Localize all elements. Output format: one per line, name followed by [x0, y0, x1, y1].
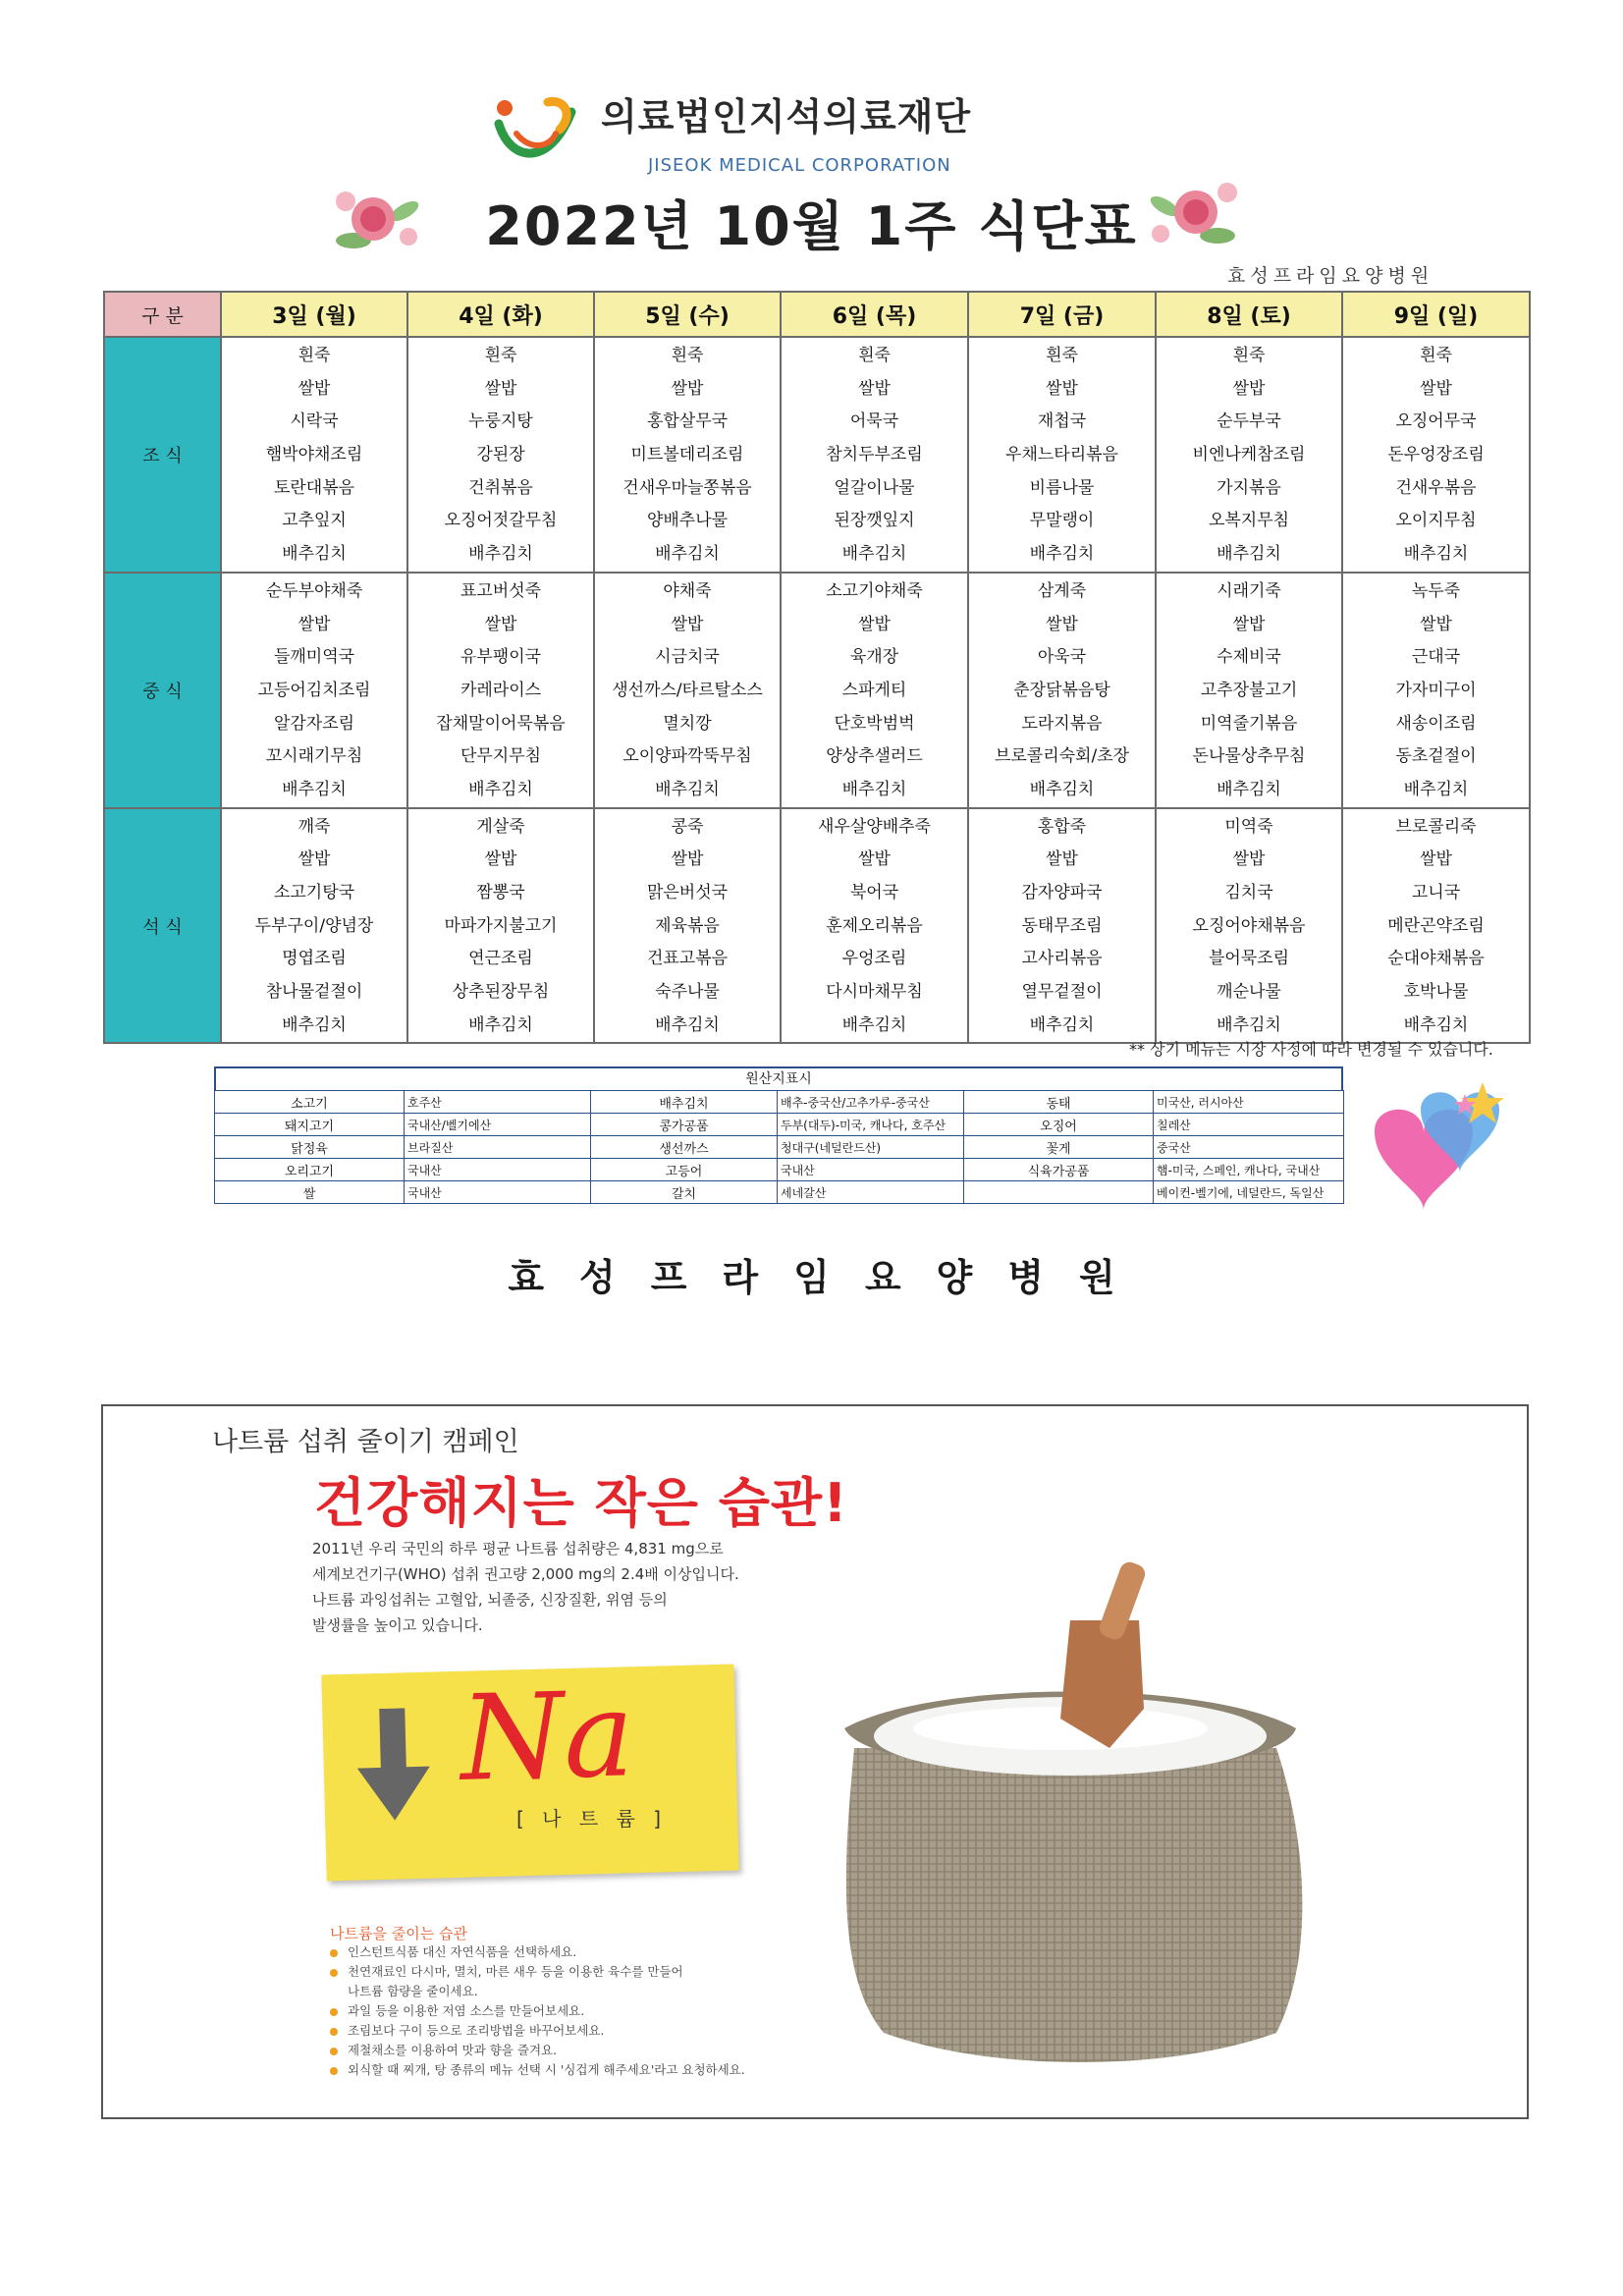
menu-item: 우엉조림 — [841, 949, 907, 969]
org-header — [491, 86, 1119, 185]
menu-item: 건새우마늘쫑볶음 — [622, 477, 752, 498]
menu-item: 들깨미역국 — [273, 647, 355, 668]
menu-item: 흰죽 — [1046, 346, 1078, 365]
menu-item: 돈나물상추무침 — [1192, 746, 1306, 767]
menu-item: 배추김치 — [655, 544, 720, 565]
menu-item: 건표고볶음 — [646, 949, 729, 969]
menu-cell — [781, 573, 968, 808]
menu-cell — [407, 337, 594, 573]
bullet-icon — [330, 1969, 338, 1977]
origin-row — [215, 1091, 1344, 1114]
origin-country: 국내산/벨기에산 — [405, 1114, 591, 1136]
day-header: 6일 (목) — [781, 292, 968, 337]
day-header: 8일 (토) — [1156, 292, 1342, 337]
menu-item: 홍합살무국 — [646, 411, 729, 432]
corner-label: 구 분 — [104, 292, 221, 337]
origin-country: 국내산 — [405, 1159, 591, 1181]
menu-item: 수제비국 — [1217, 647, 1281, 668]
origin-item: 식육가공품 — [964, 1159, 1154, 1181]
menu-item: 깨죽 — [298, 816, 331, 837]
bullet-icon — [330, 2067, 338, 2075]
menu-item: 우채느타리볶음 — [1005, 445, 1118, 465]
menu-item: 표고버섯죽 — [460, 580, 542, 601]
menu-item: 배추김치 — [468, 1014, 533, 1035]
menu-item: 쌀밥 — [858, 614, 891, 634]
menu-item: 미트볼데리조림 — [630, 445, 744, 465]
menu-item: 동초겉절이 — [1395, 746, 1477, 767]
menu-item: 배추김치 — [282, 1014, 347, 1035]
menu-cell — [1342, 337, 1530, 573]
menu-item: 양상추샐러드 — [826, 746, 923, 767]
bullet-icon — [330, 1949, 338, 1957]
origin-country: 국내산 — [778, 1159, 964, 1181]
menu-item: 쌀밥 — [484, 849, 517, 870]
menu-item: 블어묵조림 — [1208, 949, 1290, 969]
origin-section — [214, 1066, 1343, 1204]
menu-header-row — [104, 292, 1530, 337]
menu-item: 배추김치 — [282, 544, 347, 565]
menu-item: 고니국 — [1411, 883, 1461, 902]
menu-item: 연근조림 — [468, 949, 533, 969]
menu-item: 스파게티 — [841, 680, 907, 700]
menu-cell — [1156, 337, 1342, 573]
origin-country: 중국산 — [1154, 1136, 1344, 1159]
menu-table — [103, 291, 1531, 1044]
menu-item: 마파가지불고기 — [444, 915, 558, 936]
menu-cell — [781, 337, 968, 573]
meal-label: 중 식 — [104, 573, 221, 808]
origin-item: 동태 — [964, 1091, 1154, 1114]
menu-change-note: ** 상기 메뉴는 시장 사정에 따라 변경될 수 있습니다. — [1129, 1040, 1493, 1059]
menu-cell — [594, 337, 781, 573]
menu-item: 배추김치 — [1029, 779, 1095, 799]
origin-item: 배추김치 — [591, 1091, 778, 1114]
menu-item: 열무겉절이 — [1021, 982, 1103, 1003]
campaign-headline: 건강해지는 작은 습관! — [314, 1472, 848, 1534]
menu-cell — [781, 808, 968, 1044]
day-header: 5일 (수) — [594, 292, 781, 337]
menu-item: 짬뽕국 — [476, 883, 525, 902]
hearts-decoration-icon — [1355, 1072, 1532, 1230]
menu-item: 고추잎지 — [282, 511, 347, 531]
menu-item: 쌀밥 — [1420, 378, 1452, 399]
menu-item: 순두부야채죽 — [265, 580, 363, 601]
origin-row — [215, 1159, 1344, 1181]
menu-item: 흰죽 — [1420, 346, 1452, 365]
menu-item: 멸치깡 — [663, 713, 712, 734]
tip-item: 천연재료인 다시마, 멸치, 마른 새우 등을 이용한 육수를 만들어 — [330, 1962, 1214, 1982]
menu-cell — [594, 573, 781, 808]
day-header: 7일 (금) — [968, 292, 1156, 337]
menu-item: 콩죽 — [671, 816, 704, 837]
menu-item: 토란대볶음 — [273, 477, 355, 498]
menu-item: 유부팽이국 — [460, 647, 542, 668]
meal-label: 조 식 — [104, 337, 221, 573]
org-name: 의료법인지석의료재단 — [601, 95, 972, 138]
origin-item: 갈치 — [591, 1181, 778, 1204]
menu-item: 가지볶음 — [1217, 477, 1281, 498]
menu-item: 참나물겉절이 — [265, 982, 363, 1003]
menu-cell — [1156, 808, 1342, 1044]
menu-item: 참치두부조림 — [826, 445, 923, 465]
menu-item: 배추김치 — [468, 779, 533, 799]
menu-item: 쌀밥 — [671, 614, 704, 634]
menu-item: 배추김치 — [1403, 779, 1469, 799]
day-header: 3일 (월) — [221, 292, 407, 337]
menu-item: 누룽지탕 — [468, 411, 533, 432]
menu-item: 양배추나물 — [646, 511, 729, 531]
menu-item: 쌀밥 — [298, 849, 331, 870]
menu-item: 강된장 — [476, 445, 525, 465]
menu-item: 배추김치 — [655, 779, 720, 799]
menu-item: 오이양파깍뚝무침 — [622, 746, 752, 767]
day-header: 9일 (일) — [1342, 292, 1530, 337]
menu-item: 쌀밥 — [484, 378, 517, 399]
menu-item: 두부구이/양념장 — [254, 915, 374, 936]
menu-item: 고등어김치조림 — [257, 680, 371, 700]
campaign-subtitle: 나트륨 섭취 줄이기 캠페인 — [212, 1427, 519, 1457]
meal-row — [104, 573, 1530, 808]
menu-item: 쌀밥 — [1046, 614, 1078, 634]
origin-item: 생선까스 — [591, 1136, 778, 1159]
menu-item: 브로콜리죽 — [1395, 816, 1477, 837]
menu-item: 생선까스/타르탈소스 — [612, 680, 763, 700]
menu-item: 배추김치 — [841, 779, 907, 799]
menu-cell — [1342, 808, 1530, 1044]
meal-label: 석 식 — [104, 808, 221, 1044]
menu-item: 배추김치 — [1029, 1014, 1095, 1035]
menu-item: 제육볶음 — [655, 915, 720, 936]
origin-item: 돼지고기 — [215, 1114, 405, 1136]
menu-item: 홍합죽 — [1037, 816, 1087, 837]
hospital-name: 효성프라임요양병원 — [1227, 265, 1434, 287]
tip-item-continued: 나트륨 함량을 줄이세요. — [348, 1984, 478, 1998]
menu-item: 브로콜리숙회/초장 — [994, 746, 1130, 767]
origin-item: 콩가공품 — [591, 1114, 778, 1136]
sodium-note-paper — [321, 1665, 738, 1882]
meal-row — [104, 337, 1530, 573]
menu-item: 흰죽 — [298, 346, 331, 365]
menu-item: 녹두죽 — [1411, 580, 1461, 601]
menu-item: 배추김치 — [1029, 544, 1095, 565]
origin-item: 쌀 — [215, 1181, 405, 1204]
menu-item: 잡채말이어묵볶음 — [436, 713, 566, 734]
menu-item: 햄박야채조림 — [265, 445, 363, 465]
menu-item: 다시마채무침 — [826, 982, 923, 1003]
menu-item: 시금치국 — [655, 647, 720, 668]
campaign-body-line: 2011년 우리 국민의 하루 평균 나트륨 섭취량은 4,831 mg으로 — [312, 1540, 724, 1558]
menu-item: 김치국 — [1224, 883, 1273, 902]
origin-country: 세네갈산 — [778, 1181, 964, 1204]
menu-item: 북어국 — [849, 883, 899, 902]
menu-item: 미역죽 — [1224, 816, 1273, 837]
tips-title: 나트륨을 줄이는 습관 — [330, 1925, 467, 1942]
origin-row — [215, 1181, 1344, 1204]
menu-item: 도라지볶음 — [1021, 713, 1103, 734]
menu-item: 배추김치 — [1403, 1014, 1469, 1035]
menu-item: 쌀밥 — [1232, 849, 1266, 870]
menu-item: 상추된장무침 — [452, 982, 550, 1003]
menu-item: 순두부국 — [1217, 411, 1281, 432]
tips-list — [330, 1942, 1214, 2080]
menu-item: 배추김치 — [1217, 1014, 1281, 1035]
menu-item: 재첩국 — [1037, 411, 1087, 432]
menu-item: 오징어무국 — [1395, 411, 1477, 432]
page-title: 2022년 10월 1주 식단표 — [485, 195, 1138, 257]
menu-cell — [407, 573, 594, 808]
tip-item: 인스턴트식품 대신 자연식품을 선택하세요. — [330, 1942, 1214, 1962]
menu-cell — [968, 573, 1156, 808]
menu-item: 춘장닭볶음탕 — [1013, 680, 1110, 700]
campaign-body-line: 세계보건기구(WHO) 섭취 권고량 2,000 mg의 2.4배 이상입니다. — [312, 1565, 739, 1583]
origin-country: 베이컨-벨기에, 네덜란드, 독일산 — [1154, 1181, 1344, 1204]
tip-item: 외식할 때 찌개, 탕 종류의 메뉴 선택 시 '싱겁게 해주세요'라고 요청하세요. — [330, 2060, 1214, 2080]
menu-item: 배추김치 — [1217, 544, 1281, 565]
menu-item: 쌀밥 — [858, 849, 891, 870]
menu-item: 어묵국 — [849, 411, 899, 432]
origin-item: 닭정육 — [215, 1136, 405, 1159]
menu-item: 배추김치 — [1217, 779, 1281, 799]
menu-cell — [1342, 573, 1530, 808]
menu-item: 배추김치 — [468, 544, 533, 565]
menu-item: 쌀밥 — [858, 378, 891, 399]
menu-item: 배추김치 — [282, 779, 347, 799]
menu-item: 고사리볶음 — [1021, 949, 1103, 969]
menu-item: 배추김치 — [655, 1014, 720, 1035]
menu-item: 가자미구이 — [1395, 680, 1477, 700]
menu-item: 오징어야채볶음 — [1192, 915, 1306, 936]
menu-item: 건취볶음 — [468, 477, 533, 498]
menu-item: 쌀밥 — [1420, 614, 1452, 634]
menu-cell — [594, 808, 781, 1044]
menu-item: 숙주나물 — [655, 982, 720, 1003]
menu-item: 쌀밥 — [1420, 849, 1452, 870]
menu-item: 새우살양배추죽 — [818, 816, 931, 837]
origin-item: 고등어 — [591, 1159, 778, 1181]
menu-item: 건새우볶음 — [1395, 477, 1477, 498]
origin-country: 미국산, 러시아산 — [1154, 1091, 1344, 1114]
menu-item: 메란곤약조림 — [1387, 915, 1485, 936]
origin-title: 원산지표시 — [214, 1066, 1343, 1090]
menu-item: 흰죽 — [671, 346, 704, 365]
menu-item: 호박나물 — [1403, 982, 1469, 1003]
campaign-body-line: 나트륨 과잉섭취는 고혈압, 뇌졸중, 신장질환, 위염 등의 — [312, 1591, 668, 1609]
menu-item: 맑은버섯국 — [646, 883, 729, 902]
origin-country: 청대구(네덜란드산) — [778, 1136, 964, 1159]
menu-item: 쌀밥 — [1232, 614, 1266, 634]
menu-cell — [407, 808, 594, 1044]
menu-item: 게살죽 — [476, 816, 525, 837]
menu-cell — [968, 337, 1156, 573]
origin-item: 오징어 — [964, 1114, 1154, 1136]
menu-item: 소고기탕국 — [273, 883, 355, 902]
tip-item: 제철채소를 이용하여 맛과 향을 즐겨요. — [330, 2041, 1214, 2060]
menu-item: 쌀밥 — [1232, 378, 1266, 399]
menu-item: 쌀밥 — [298, 378, 331, 399]
menu-item: 미역줄기볶음 — [1200, 713, 1298, 734]
menu-item: 삼계죽 — [1037, 580, 1087, 601]
menu-item: 순대야채볶음 — [1387, 949, 1485, 969]
sodium-label: [ 나 트 륨 ] — [516, 1807, 667, 1831]
menu-item: 명엽조림 — [282, 949, 347, 969]
menu-item: 무말랭이 — [1029, 511, 1095, 531]
menu-item: 오복지무침 — [1208, 511, 1290, 531]
day-header: 4일 (화) — [407, 292, 594, 337]
menu-cell — [1156, 573, 1342, 808]
tip-item: 과일 등을 이용한 저염 소스를 만들어보세요. — [330, 2001, 1214, 2021]
menu-item: 배추김치 — [841, 1014, 907, 1035]
menu-cell — [221, 573, 407, 808]
menu-item: 동태무조림 — [1021, 915, 1103, 936]
menu-item: 단호박범벅 — [834, 713, 915, 734]
menu-item: 고추장불고기 — [1200, 680, 1298, 700]
menu-item: 오이지무침 — [1395, 511, 1477, 531]
campaign-body-line: 발생률을 높이고 있습니다. — [312, 1616, 483, 1634]
tip-item: 조림보다 구이 등으로 조리방법을 바꾸어보세요. — [330, 2021, 1214, 2041]
origin-country: 햄-미국, 스페인, 캐나다, 국내산 — [1154, 1159, 1344, 1181]
menu-item: 근대국 — [1411, 647, 1461, 668]
footer-hospital-name: 효성프라임요양병원 — [508, 1256, 1151, 1299]
menu-item: 시락국 — [290, 411, 339, 432]
menu-item: 흰죽 — [858, 346, 891, 365]
menu-item: 배추김치 — [841, 544, 907, 565]
menu-item: 돈우엉장조림 — [1387, 445, 1485, 465]
menu-item: 훈제오리볶음 — [826, 915, 923, 936]
origin-row — [215, 1114, 1344, 1136]
menu-item: 카레라이스 — [460, 680, 542, 700]
menu-item: 오징어젓갈무침 — [444, 511, 558, 531]
bullet-icon — [330, 2048, 338, 2055]
origin-table — [214, 1090, 1344, 1204]
origin-country: 배추-중국산/고추가루-중국산 — [778, 1091, 964, 1114]
menu-item: 쌀밥 — [1046, 849, 1078, 870]
menu-item: 야채죽 — [663, 580, 712, 601]
origin-country: 국내산 — [405, 1181, 591, 1204]
foundation-logo-icon — [491, 94, 579, 173]
origin-item: 꽃게 — [964, 1136, 1154, 1159]
origin-country: 칠레산 — [1154, 1114, 1344, 1136]
menu-item: 감자양파국 — [1021, 883, 1103, 902]
menu-item: 배추김치 — [1403, 544, 1469, 565]
menu-item: 쌀밥 — [298, 614, 331, 634]
origin-item: 소고기 — [215, 1091, 405, 1114]
meal-row — [104, 808, 1530, 1044]
menu-item: 흰죽 — [484, 346, 517, 365]
menu-item: 쌀밥 — [1046, 378, 1078, 399]
menu-cell — [968, 808, 1156, 1044]
menu-item: 쌀밥 — [484, 614, 517, 634]
down-arrow-icon — [355, 1708, 431, 1822]
menu-item: 새송이조림 — [1395, 713, 1477, 734]
menu-item: 소고기야채죽 — [826, 580, 923, 601]
menu-item: 비름나물 — [1029, 477, 1095, 498]
origin-country: 호주산 — [405, 1091, 591, 1114]
bullet-icon — [330, 2028, 338, 2036]
bullet-icon — [330, 2008, 338, 2016]
menu-item: 얼갈이나물 — [834, 477, 915, 498]
menu-item: 쌀밥 — [671, 378, 704, 399]
menu-item: 된장깻잎지 — [834, 511, 915, 531]
menu-item: 흰죽 — [1232, 346, 1266, 365]
menu-item: 쌀밥 — [671, 849, 704, 870]
origin-country: 두부(대두)-미국, 캐나다, 호주산 — [778, 1114, 964, 1136]
origin-item — [964, 1181, 1154, 1204]
menu-item: 깨순나물 — [1217, 982, 1281, 1003]
menu-item: 단무지무침 — [460, 746, 542, 767]
origin-row — [215, 1136, 1344, 1159]
menu-cell — [221, 808, 407, 1044]
menu-item: 시래기죽 — [1217, 580, 1281, 601]
sodium-symbol: Na — [459, 1667, 636, 1808]
menu-item: 아욱국 — [1037, 647, 1087, 668]
origin-country: 브라질산 — [405, 1136, 591, 1159]
menu-item: 육개장 — [849, 647, 899, 668]
org-name-en: JISEOK MEDICAL CORPORATION — [648, 155, 951, 176]
menu-cell — [221, 337, 407, 573]
menu-item: 꼬시래기무침 — [265, 746, 363, 767]
origin-item: 오리고기 — [215, 1159, 405, 1181]
menu-item: 비엔나케참조림 — [1192, 445, 1306, 465]
menu-item: 알감자조림 — [273, 713, 355, 734]
